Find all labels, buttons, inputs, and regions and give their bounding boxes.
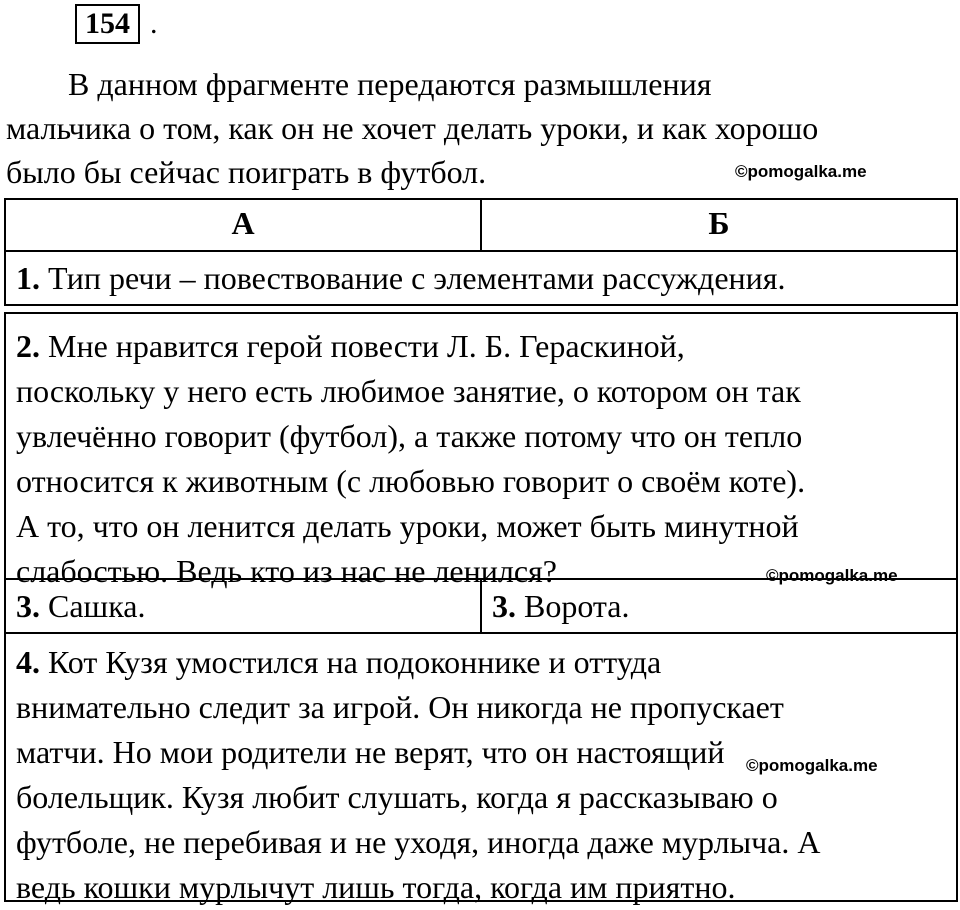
table-row-3-left	[4, 578, 482, 634]
table-header-b: Б	[480, 198, 958, 252]
row-line: относится к животным (с любовью говорит о своём коте).	[16, 463, 806, 499]
row-line: матчи. Но мои родители не верят, что он настоящий	[16, 734, 725, 770]
row-line: А то, что он ленится делать уроки, может быть минутной	[16, 508, 799, 544]
table-row-3-right	[480, 578, 958, 634]
watermark: ©pomogalka.me	[766, 566, 898, 585]
row-text: Кот Кузя умостился на подоконнике и оттуда	[40, 644, 662, 680]
watermark: ©pomogalka.me	[746, 756, 878, 775]
row-number: 2.	[16, 328, 40, 364]
row-number: 3.	[492, 588, 516, 624]
row-line: ведь кошки мурлычут лишь тогда, когда им приятно.	[16, 869, 736, 905]
row-number: 1.	[16, 260, 40, 296]
row-line	[16, 640, 946, 685]
row-line: футболе, не перебивая и не уходя, иногда даже мурлыча. А	[16, 824, 821, 860]
row-text: Сашка.	[40, 588, 146, 624]
row-line: увлечённо говорит (футбол), а также потому что он тепло	[16, 418, 803, 454]
row-line: поскольку у него есть любимое занятие, о котором он так	[16, 373, 801, 409]
row-line: слабостью. Ведь кто из нас не ленился?	[16, 553, 557, 589]
table-row-1	[4, 250, 958, 306]
watermark: ©pomogalka.me	[735, 162, 867, 181]
task-number: 154	[75, 4, 140, 44]
task-number-dot: .	[150, 7, 158, 40]
row-text: Ворота.	[516, 588, 630, 624]
row-line	[16, 324, 946, 369]
table-row-2	[4, 312, 958, 589]
row-line: болельщик. Кузя любит слушать, когда я рассказываю о	[16, 779, 778, 815]
row-text: Тип речи – повествование с элементами рассуждения.	[40, 260, 786, 296]
table-header-a: А	[4, 198, 482, 252]
row-line: внимательно следит за игрой. Он никогда не пропускает	[16, 689, 784, 725]
intro-line: мальчика о том, как он не хочет делать уроки, и как хорошо	[6, 110, 819, 146]
row-number: 3.	[16, 588, 40, 624]
row-text: Мне нравится герой повести Л. Б. Гераскиной,	[40, 328, 685, 364]
intro-line: было бы сейчас поиграть в футбол.	[6, 154, 487, 190]
row-number: 4.	[16, 644, 40, 680]
intro-line: В данном фрагменте передаются размышления	[68, 66, 712, 102]
